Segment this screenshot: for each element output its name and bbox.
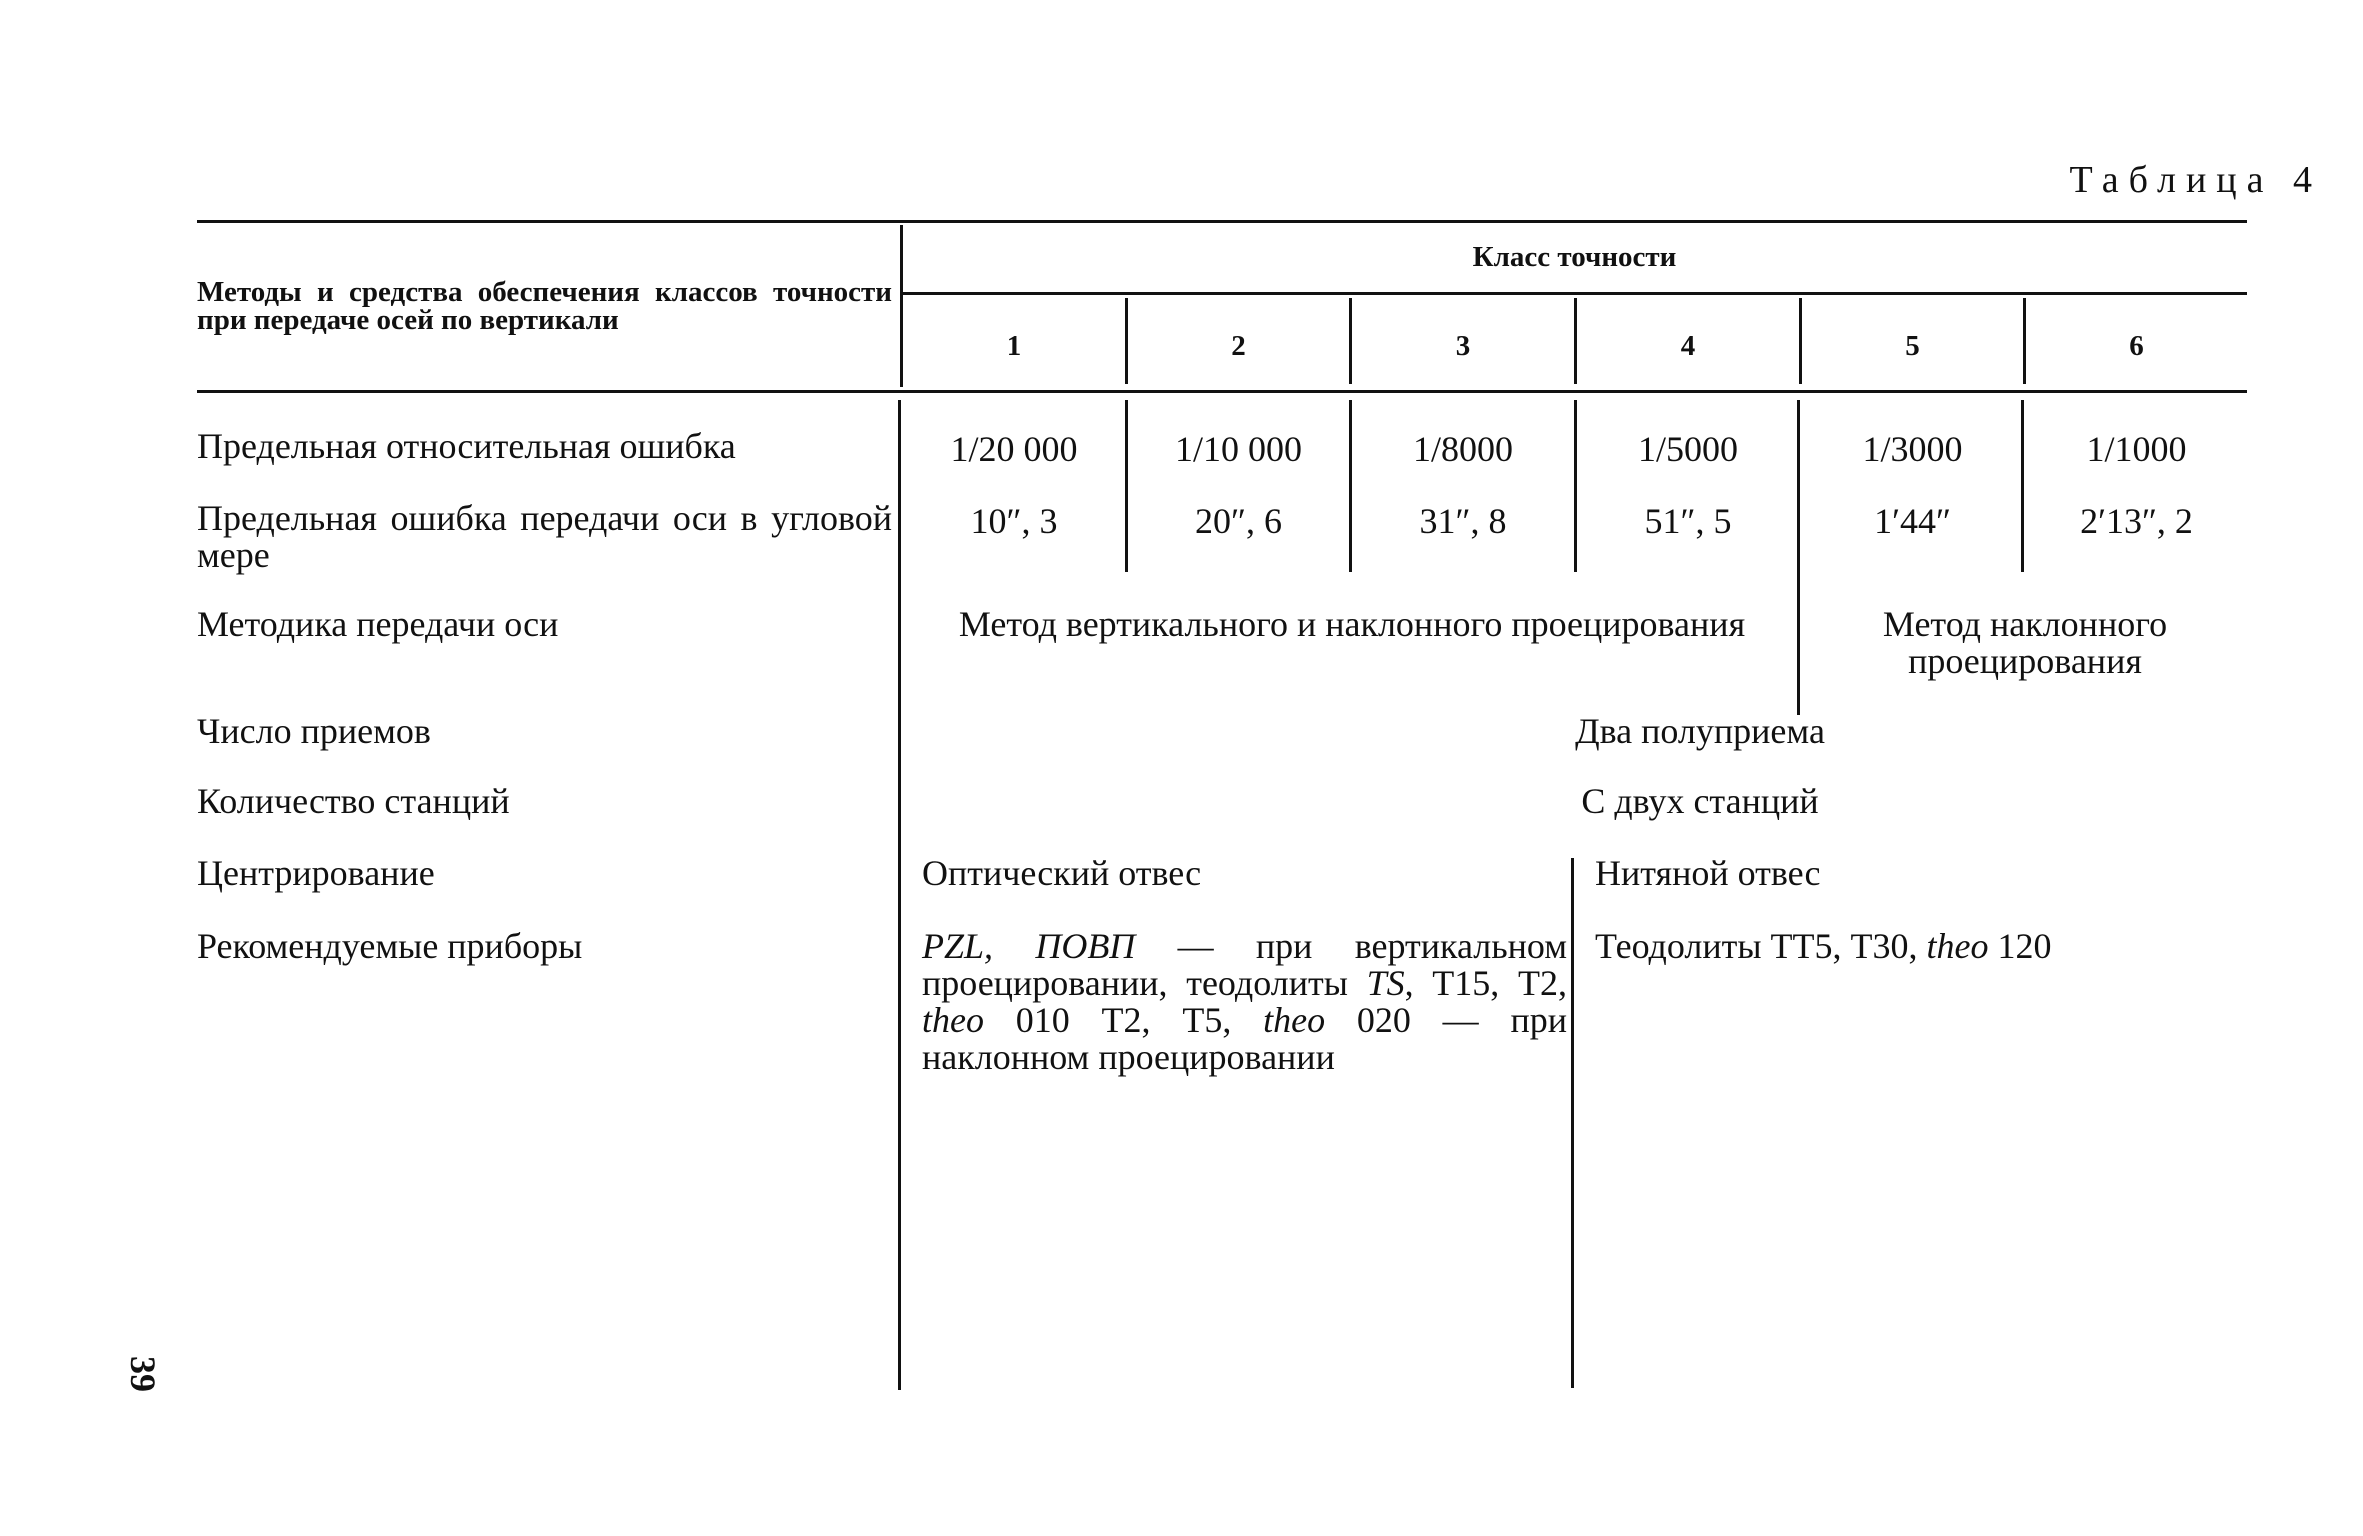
class-header-2: 2: [1231, 330, 1246, 362]
class-header-5: 5: [1905, 330, 1920, 362]
relative-error-class-1: 1/20 000: [950, 429, 1078, 469]
instrument-model-text: theo: [922, 1000, 984, 1040]
row-label-method: Методика передачи оси: [197, 604, 559, 644]
centering-divider: [1571, 858, 1574, 1388]
relative-error-class-3: 1/8000: [1412, 429, 1513, 469]
instruments-text: Теодолиты ТТ5, Т30,: [1595, 926, 1927, 966]
class-divider-body: [2021, 400, 2024, 572]
instruments-text: , Т15, Т2,: [1404, 963, 1567, 1003]
centering-right: Нитяной отвес: [1595, 853, 1821, 893]
stations-value: С двух станций: [1581, 781, 1819, 821]
instrument-model-text: TS: [1366, 963, 1405, 1003]
table-top-rule: [197, 220, 2247, 223]
class-divider-body: [1574, 400, 1577, 572]
angular-error-class-5: 1′44″: [1874, 501, 1951, 541]
class-divider-body: [1349, 400, 1352, 572]
class-header-4: 4: [1680, 330, 1696, 362]
relative-error-class-2: 1/10 000: [1174, 429, 1302, 469]
angular-error-class-2: 20″, 6: [1195, 501, 1282, 541]
row-label-stations: Количество станций: [197, 781, 510, 821]
angular-error-class-3: 31″, 8: [1419, 501, 1507, 541]
class-header-6: 6: [2129, 330, 2144, 362]
class-header-1: 1: [1006, 330, 1022, 362]
method-classes-5-6: Метод наклонного проецирования: [1882, 604, 2168, 681]
angular-error-class-1: 10″, 3: [970, 501, 1058, 541]
page-number: 39: [123, 1356, 163, 1392]
receptions-value: Два полуприема: [1575, 711, 1825, 751]
centering-left: Оптический отвес: [922, 853, 1202, 893]
instrument-model-text: theo: [1263, 1000, 1326, 1040]
instruments-text: 120: [1988, 926, 2052, 966]
table-caption: Таблица 4: [2069, 159, 2322, 201]
stub-header: Методы и средства обеспечения классов точности при передаче осей по вертикали: [197, 276, 892, 336]
instruments-text: 010 Т2, Т5,: [983, 1000, 1264, 1040]
row-label-instruments: Рекомендуемые приборы: [197, 926, 583, 966]
relative-error-class-4: 1/5000: [1637, 429, 1738, 469]
stub-divider-body: [898, 400, 901, 1390]
row-label-receptions: Число приемов: [197, 711, 431, 751]
instruments-right: [1595, 928, 2235, 965]
instrument-model-text: theo: [1926, 926, 1989, 966]
class-header-3: 3: [1455, 330, 1471, 362]
relative-error-class-6: 1/1000: [2086, 429, 2187, 469]
instrument-models-text: PZL, ПОВП: [922, 926, 1136, 966]
method-classes-1-4: Метод вертикального и наклонного проецирования: [958, 604, 1746, 644]
header-bottom-rule: [197, 390, 2247, 393]
angular-error-class-4: 51″, 5: [1644, 501, 1732, 541]
row-label-centering: Центрирование: [197, 853, 435, 893]
instruments-left: [922, 928, 1567, 1076]
row-label-relative-error: Предельная относительная ошибка: [197, 426, 736, 466]
relative-error-class-5: 1/3000: [1862, 429, 1963, 469]
class-divider-body: [1125, 400, 1128, 572]
instruments-text: 020 — при наклонном проецировании: [922, 1000, 1568, 1077]
angular-error-class-6: 2′13″, 2: [2080, 501, 2193, 541]
group-header-rule: [902, 292, 2247, 295]
instruments-text: — при вертикальном проецировании, теодолиты: [922, 926, 1567, 1003]
class-group-header: Класс точности: [1472, 241, 1677, 273]
row-label-angular-error: Предельная ошибка передачи оси в угловой мере: [197, 498, 892, 575]
